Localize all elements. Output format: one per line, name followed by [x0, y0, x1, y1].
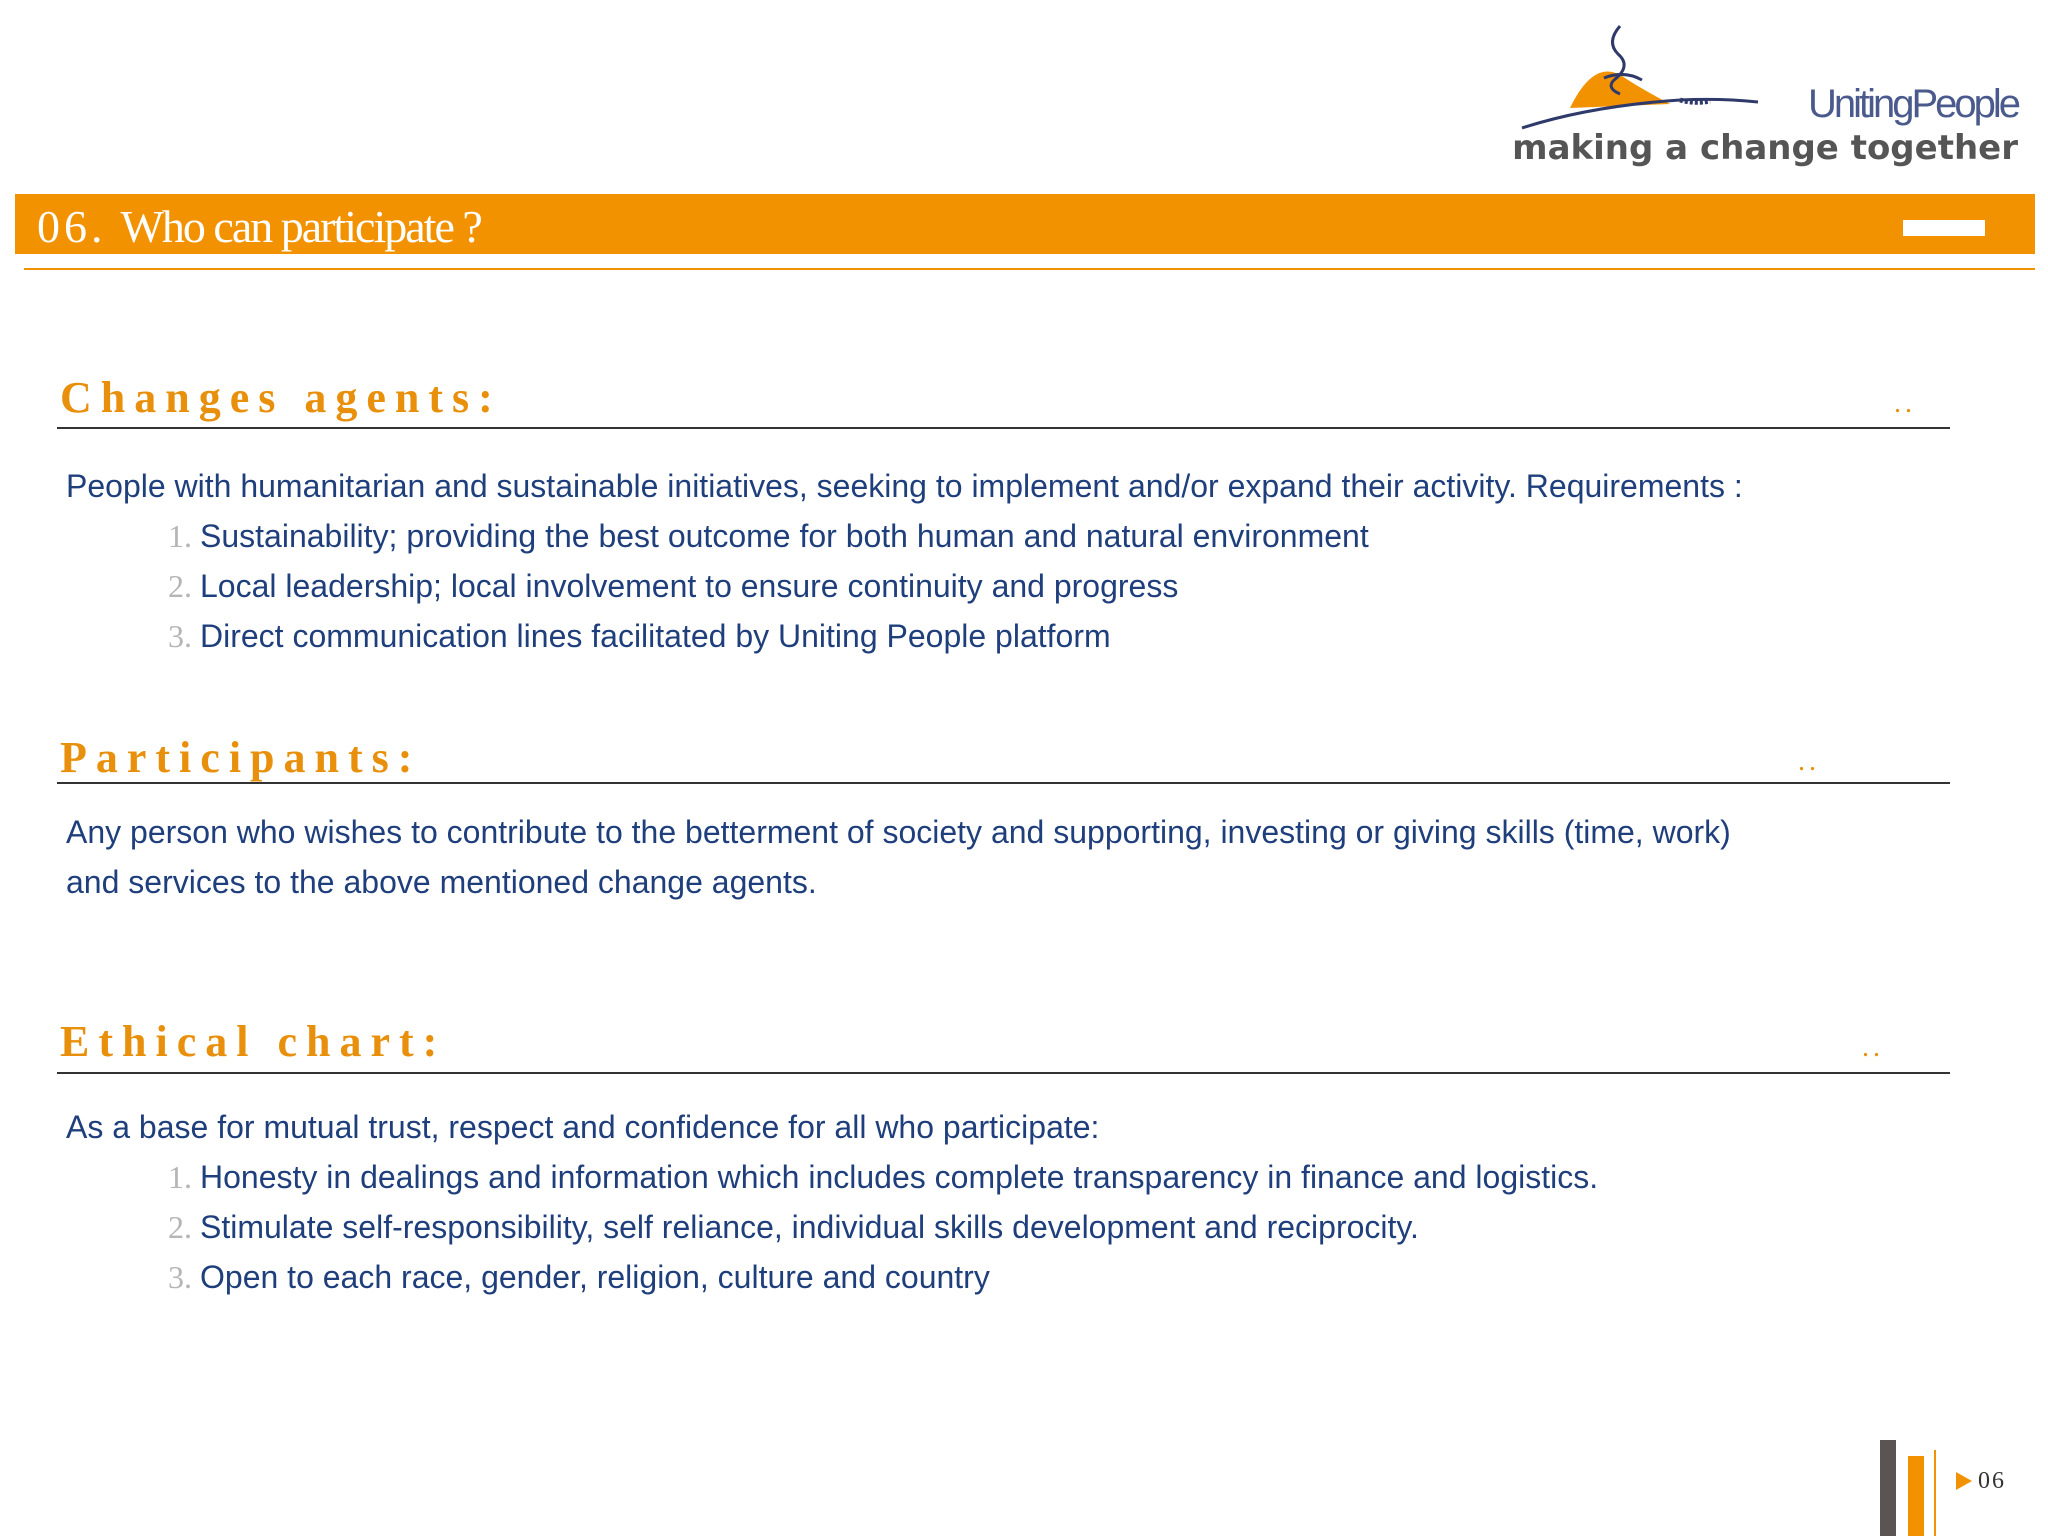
list-number: 1.	[168, 1159, 192, 1195]
page-title-text: Who can participate ?	[120, 201, 481, 252]
footer-bar	[1934, 1450, 1936, 1536]
title-bar	[15, 194, 2035, 254]
heading-dots: ..	[1798, 746, 1820, 777]
title-bar-marker	[1903, 220, 1985, 236]
list-item	[168, 1202, 1598, 1252]
participants-line-1: Any person who wishes to contribute to the betterment of society and supporting, investing or giving skills (time, work)	[66, 814, 1731, 850]
list-item	[168, 511, 1369, 561]
section-heading-ethical-chart: Ethical chart:	[60, 1017, 447, 1066]
section-number: 06.	[37, 201, 107, 252]
participants-line-2: and services to the above mentioned change agents.	[66, 864, 817, 900]
list-number: 3.	[168, 1259, 192, 1295]
section-rule	[57, 1072, 1950, 1074]
brand-name: UnitingPeople	[1807, 82, 2018, 126]
section-heading-participants: Participants:	[60, 733, 422, 782]
heading-dots: ..	[1862, 1032, 1884, 1063]
list-item	[168, 1252, 1598, 1302]
section-heading-change-agents: Changes agents:	[60, 373, 502, 422]
page-title	[37, 200, 481, 253]
requirements-list	[168, 511, 1369, 661]
section-rule	[57, 427, 1950, 429]
ethics-list	[168, 1152, 1598, 1302]
list-number: 2.	[168, 568, 192, 604]
title-underline	[24, 268, 2035, 270]
footer-bar	[1908, 1456, 1924, 1536]
sunrise-figure-icon	[1520, 18, 1790, 138]
list-number: 3.	[168, 618, 192, 654]
page-number	[1956, 1468, 2006, 1495]
list-item	[168, 561, 1369, 611]
list-item	[168, 611, 1369, 661]
footer-decoration	[1880, 1440, 1940, 1536]
change-agents-intro: People with humanitarian and sustainable initiatives, seeking to implement and/or expand their activity. Requirements :	[66, 468, 1743, 504]
page-number-text: 06	[1978, 1468, 2006, 1494]
list-text: Stimulate self-responsibility, self reliance, individual skills development and reciprocity.	[200, 1209, 1419, 1245]
list-text: Honesty in dealings and information which includes complete transparency in finance and logistics.	[200, 1159, 1599, 1195]
list-text: Direct communication lines facilitated by Uniting People platform	[200, 618, 1111, 654]
list-text: Sustainability; providing the best outcome for both human and natural environment	[200, 518, 1369, 554]
section-rule	[57, 782, 1950, 784]
brand-tagline: making a change together	[1512, 128, 2018, 168]
list-number: 2.	[168, 1209, 192, 1245]
footer-bar	[1880, 1440, 1896, 1536]
list-number: 1.	[168, 518, 192, 554]
ethical-chart-intro: As a base for mutual trust, respect and confidence for all who participate:	[66, 1109, 1100, 1145]
list-item	[168, 1152, 1598, 1202]
heading-dots: ..	[1894, 388, 1916, 419]
play-arrow-icon	[1956, 1472, 1972, 1490]
list-text: Local leadership; local involvement to ensure continuity and progress	[200, 568, 1179, 604]
list-text: Open to each race, gender, religion, culture and country	[200, 1259, 990, 1295]
